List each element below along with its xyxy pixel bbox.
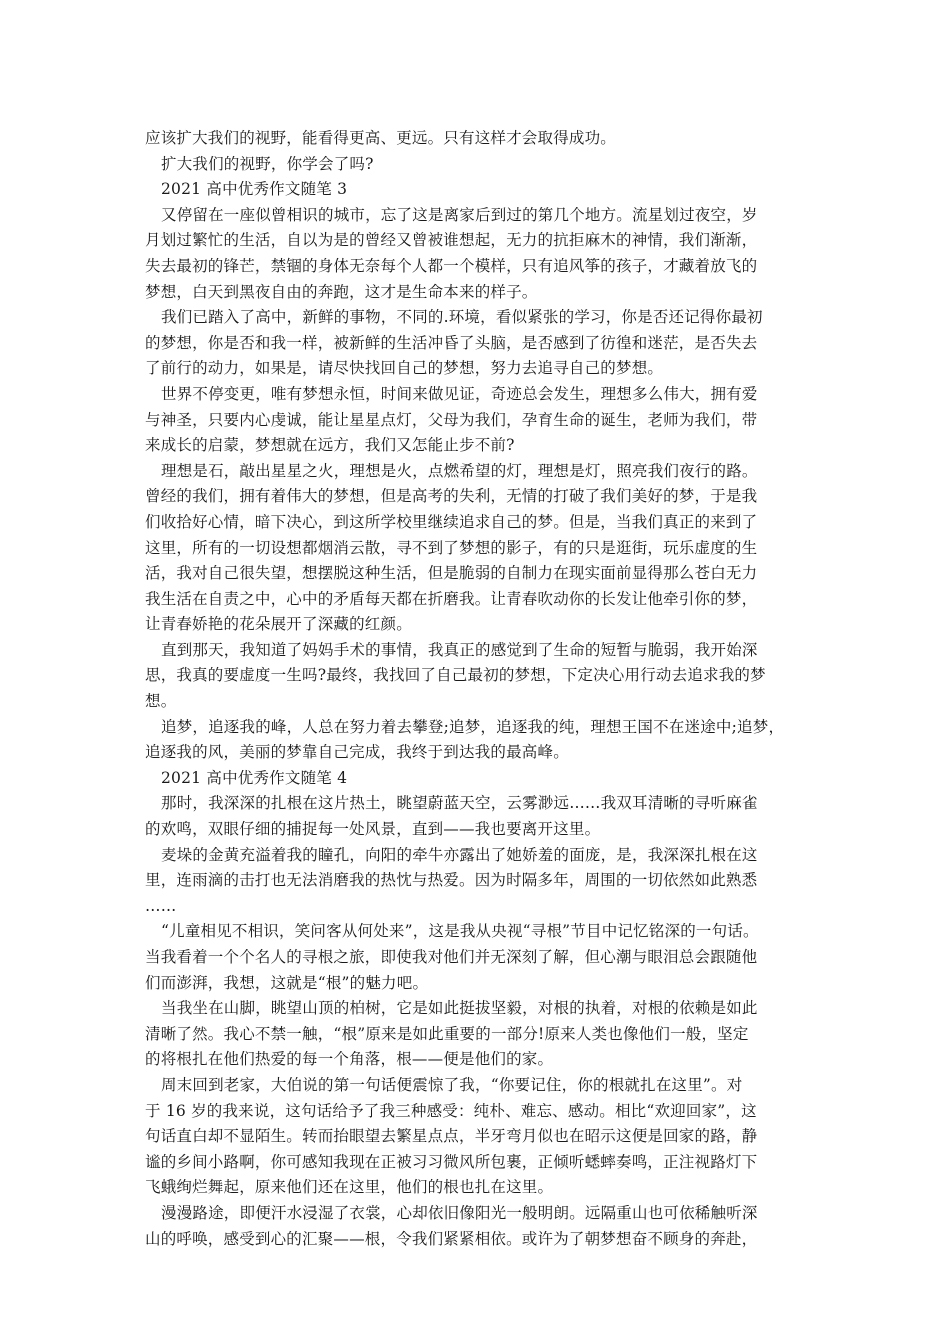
text-line: 飞蛾绚烂舞起，原来他们还在这里，他们的根也扎在这里。 [145, 1178, 554, 1197]
text-line: 我生活在自责之中，心中的矛盾每天都在折磨我。让青春吹动你的长发让他牵引你的梦， [145, 589, 758, 608]
text-line: 曾经的我们，拥有着伟大的梦想，但是高考的失利，无情的打破了我们美好的梦，于是我 [145, 487, 758, 506]
text-line: 应该扩大我们的视野，能看得更高、更远。只有这样才会取得成功。 [145, 129, 617, 147]
text-line: 麦垛的金黄充溢着我的瞳孔，向阳的牵牛亦露出了她娇羞的面庞，是，我深深扎根在这 [161, 845, 758, 864]
text-line: 里，连雨滴的击打也无法消磨我的热忱与热爱。因为时隔多年，周围的一切依然如此熟悉 [145, 871, 758, 890]
document-page [145, 126, 815, 1252]
text-line: 周末回到老家，大伯说的第一句话便震惊了我，“你要记住，你的根就扎在这里”。对 [161, 1075, 743, 1094]
text-line: 那时，我深深的扎根在这片热土，眺望蔚蓝天空，云雾渺远……我双耳清晰的寻听麻雀 [161, 794, 758, 813]
text-line: 让青春娇艳的花朵展开了深藏的红颜。 [145, 615, 412, 634]
text-line: 扩大我们的视野，你学会了吗? [161, 154, 374, 173]
text-line: 思，我真的要虚度一生吗?最终，我找回了自己最初的梦想，下定决心用行动去追求我的梦 [145, 666, 766, 685]
text-line: …… [145, 896, 177, 915]
text-line: 的将根扎在他们热爱的每一个角落，根——便是他们的家。 [145, 1050, 554, 1069]
text-line: 追逐我的风，美丽的梦靠自己完成，我终于到达我的最高峰。 [145, 743, 569, 762]
text-line: 们收拾好心情，暗下决心，到这所学校里继续追求自己的梦。但是，当我们真正的来到了 [145, 512, 758, 531]
text-line: 句话直白却不显陌生。转而抬眼望去繁星点点，半牙弯月似也在昭示这便是回家的路，静 [145, 1127, 758, 1146]
text-line: “儿童相见不相识，笑问客从何处来”，这是我从央视“寻根”节目中记忆铭深的一句话。 [161, 922, 759, 941]
text-line: 梦想，白天到黑夜自由的奔跑，这才是生命本来的样子。 [145, 282, 538, 301]
text-line: 于 16 岁的我来说，这句话给予了我三种感受：纯朴、难忘、感动。相比“欢迎回家”，这 [145, 1101, 757, 1120]
text-line: 山的呼唤，感受到心的汇聚——根，令我们紧紧相依。或许为了朝梦想奋不顾身的奔赴， [145, 1229, 758, 1248]
text-line: 世界不停变更，唯有梦想永恒，时间来做见证，奇迹总会发生，理想多么伟大，拥有爱 [161, 384, 758, 403]
text-line: 直到那天，我知道了妈妈手术的事情，我真正的感觉到了生命的短暂与脆弱，我开始深 [161, 640, 758, 659]
text-line: 活，我对自己很失望，想摆脱这种生活，但是脆弱的自制力在现实面前显得那么苍白无力 [145, 564, 758, 583]
text-line: 月划过繁忙的生活，自以为是的曾经又曾被谁想起，无力的抗拒麻木的神情，我们渐渐， [145, 231, 758, 250]
text-line: 又停留在一座似曾相识的城市，忘了这是离家后到过的第几个地方。流星划过夜空，岁 [161, 205, 758, 224]
text-line: 们而澎湃，我想，这就是“根”的魅力吧。 [145, 973, 429, 992]
section-heading: 2021 高中优秀作文随笔 3 [161, 180, 348, 199]
text-line: 的梦想，你是否和我一样，被新鲜的生活冲昏了头脑，是否感到了彷徨和迷茫，是否失去 [145, 333, 758, 352]
text-line: 理想是石，敲出星星之火，理想是火，点燃希望的灯，理想是灯，照亮我们夜行的路。 [161, 461, 758, 480]
text-line: 漫漫路途，即便汗水浸湿了衣裳，心却依旧像阳光一般明朗。远隔重山也可依稀触听深 [161, 1203, 758, 1222]
text-line: 追梦，追逐我的峰，人总在努力着去攀登;追梦，追逐我的纯，理想王国不在迷途中;追梦， [161, 717, 785, 736]
text-line: 了前行的动力，如果是，请尽快找回自己的梦想，努力去追寻自己的梦想。 [145, 359, 664, 378]
text-line: 与神圣，只要内心虔诚，能让星星点灯，父母为我们，孕育生命的诞生，老师为我们，带 [145, 410, 758, 429]
text-line: 来成长的启蒙，梦想就在远方，我们又怎能止步不前? [145, 436, 515, 455]
text-line: 谧的乡间小路啊，你可感知我现在正被习习微风所包裹，正倾听蟋蟀奏鸣，正注视路灯下 [145, 1152, 758, 1171]
text-line: 的欢鸣，双眼仔细的捕捉每一处风景，直到——我也要离开这里。 [145, 820, 601, 839]
text-line: 当我看着一个个名人的寻根之旅，即使我对他们并无深刻了解，但心潮与眼泪总会跟随他 [145, 948, 758, 966]
text-line: 失去最初的锋芒，禁锢的身体无奈每个人都一个模样，只有追风筝的孩子，才藏着放飞的 [145, 256, 758, 275]
text-line: 想。 [145, 692, 177, 711]
section-heading: 2021 高中优秀作文随笔 4 [161, 768, 348, 787]
text-line: 清晰了然。我心不禁一触，“根”原来是如此重要的一部分!原来人类也像他们一般，坚定 [145, 1024, 749, 1043]
text-line: 这里，所有的一切设想都烟消云散，寻不到了梦想的影子，有的只是逛街，玩乐虚度的生 [145, 538, 758, 557]
text-line: 当我坐在山脚，眺望山顶的柏树，它是如此挺拔坚毅，对根的执着，对根的依赖是如此 [161, 999, 758, 1018]
text-line: 我们已踏入了高中，新鲜的事物，不同的.环境，看似紧张的学习，你是否还记得你最初 [161, 308, 763, 327]
